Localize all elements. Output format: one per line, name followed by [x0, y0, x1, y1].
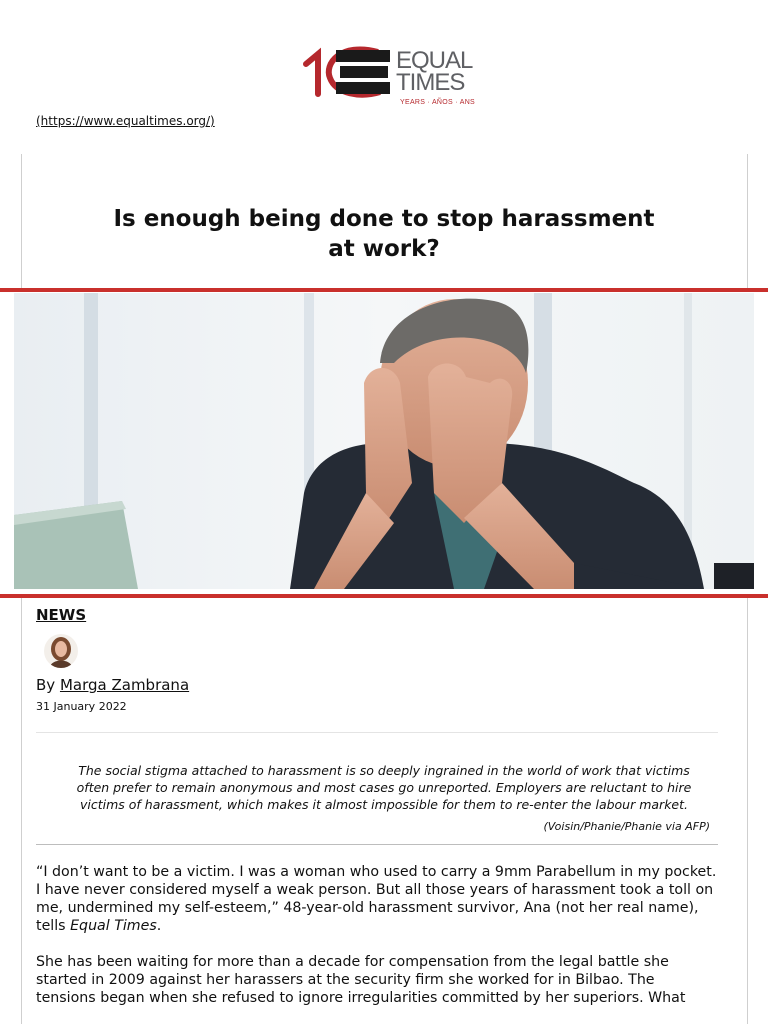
logo-line-times: TIMES [396, 69, 465, 96]
para2-line-1: She has been waiting for more than a decade for compensation from the legal battle she [36, 954, 669, 970]
frame-right-top [747, 154, 748, 289]
article-title [60, 204, 708, 264]
photo-caption [48, 762, 720, 813]
caption-line-2: often prefer to remain anonymous and most cases go unreported. Employers are reluctant to hire [76, 780, 692, 795]
para1-line-4 [36, 917, 726, 935]
divider-above-caption [36, 732, 718, 733]
paragraph-2 [36, 953, 726, 1007]
section-label-news[interactable]: NEWS [36, 606, 87, 624]
source-link[interactable]: (https://www.equaltimes.org/) [36, 114, 215, 128]
red-divider-top [0, 288, 768, 292]
frame-left-bottom [21, 598, 22, 1024]
hero-photo [14, 293, 754, 589]
photo-credit: (Voisin/Phanie/Phanie via AFP) [543, 820, 710, 833]
logo-wordmark [396, 47, 473, 96]
para1-line-3: me, undermined my self-esteem,” 48-year-old harassment survivor, Ana (not her real name), [36, 900, 699, 916]
para2-line-2: started in 2009 against her harassers at the security firm she worked for in Bilbao. The [36, 972, 655, 988]
red-divider-bottom [0, 594, 768, 598]
para1-line-2: I have never considered myself a weak person. But all those years of harassment took a toll on [36, 882, 714, 898]
caption-line-1: The social stigma attached to harassment is so deeply ingrained in the world of work that victims [78, 763, 690, 778]
author-portrait-icon [44, 634, 78, 668]
equal-times-logo[interactable] [300, 42, 476, 108]
author-link[interactable]: Marga Zambrana [59, 676, 190, 694]
stressed-man-photo [14, 293, 754, 589]
logo-mark-icon [300, 42, 400, 108]
paragraph-1 [36, 863, 726, 935]
para1-tells: tells [36, 918, 66, 934]
frame-left-top [21, 154, 22, 289]
frame-right-bottom [747, 598, 748, 1024]
title-line-1: Is enough being done to stop harassment [113, 206, 655, 232]
caption-line-3: victims of harassment, which makes it almost impossible for them to re-enter the labour market. [80, 797, 688, 812]
para2-line-3: tensions began when she refused to ignore irregularities committed by her superiors. What [36, 990, 686, 1006]
author-avatar[interactable] [44, 634, 78, 668]
byline [36, 676, 189, 694]
publish-date: 31 January 2022 [36, 700, 127, 713]
para1-period: . [156, 918, 162, 934]
logo-subtitle: YEARS · AÑOS · ANS [400, 99, 476, 106]
publication-name: Equal Times [70, 918, 157, 934]
divider-below-caption [36, 844, 718, 845]
title-line-2: at work? [328, 236, 440, 262]
para1-line-1: “I don’t want to be a victim. I was a woman who used to carry a 9mm Parabellum in my pocket. [36, 864, 717, 880]
logo-line-equal: EQUAL [396, 47, 473, 74]
byline-prefix: By [36, 676, 56, 694]
